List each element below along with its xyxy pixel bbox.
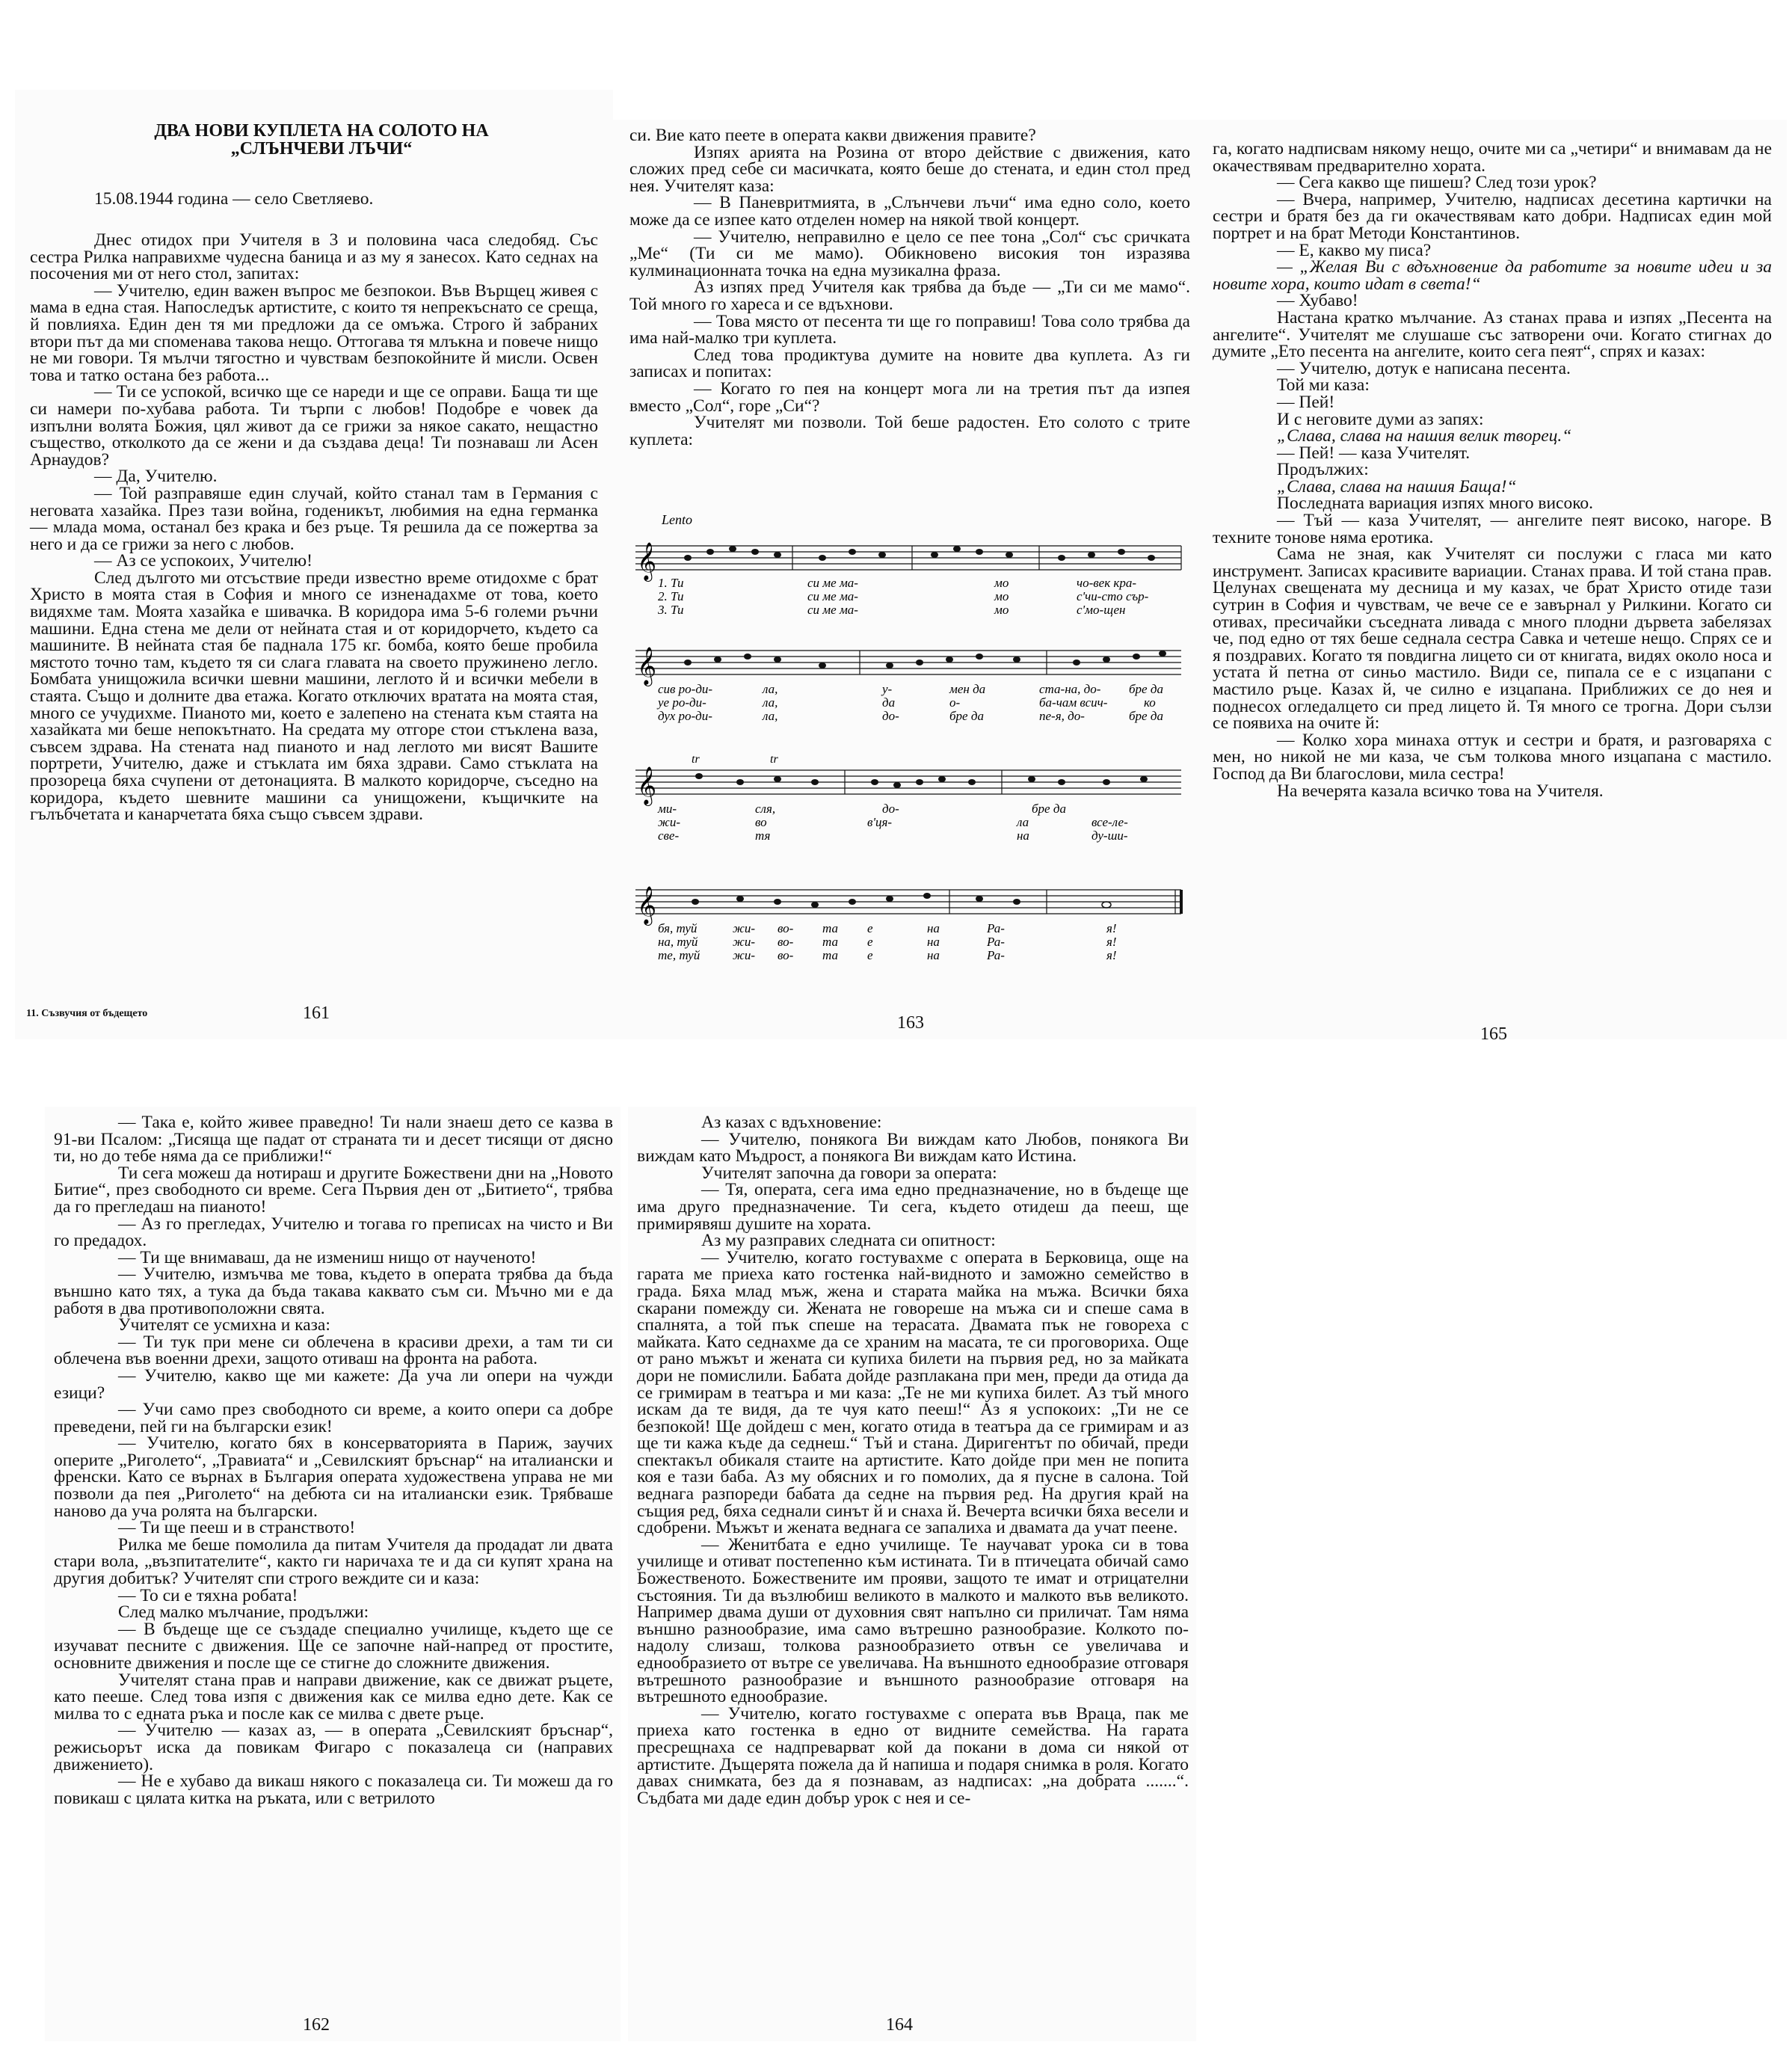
paragraph: Аз изпях пред Учителя как трябва да бъде — „Ти си ме мамо“. Той много го хареса и се вдъхнови. xyxy=(629,277,1190,314)
paragraph: — Учителю — казах аз, — в операта „Севилският бръснар“, режисьорът иска да повикам Фигаро с показалеца си (направих движението). xyxy=(54,1721,613,1774)
paragraph: Продължих: xyxy=(1277,460,1369,480)
notes-row-2 xyxy=(684,651,1166,668)
lyric: ко xyxy=(1144,695,1156,710)
lyric: на xyxy=(1017,828,1029,843)
paragraph: — Е, какво му писа? xyxy=(1277,240,1432,260)
page-161 xyxy=(15,90,613,1039)
lyric: ми- xyxy=(658,802,677,816)
lyric: жи- xyxy=(658,815,680,829)
chapter-title-line2: „СЛЪНЧЕВИ ЛЪЧИ“ xyxy=(230,139,413,159)
lyric: жи- xyxy=(733,948,755,962)
paragraph: Сама не зная, как Учителят си послужи с гласа ми като инструмент. Записах красивите вариации. Станах права. И той стана прав. Целунах свещената му десница и му казах, че брат Христо отиде тази сутрин в София и чувствам, че вече се е завърнал у Рилкини. Когато си отивах, пресичайки съседната ливада с много плодни дървета забелязах че, под едно от тях беше седнала сестра Савка и четеше нещо. Спрях се и я поздравих. Когато тя повдигна лицето си от книгата, видях около носа и устата й петна от синьо мастило. Види се, пипала се е с изцапани с мастило ръце. Казах й, че силно е изцапана. Приближих се до нея и поднесох огледалцето си пред лицето й. Тя много се трогна. Дори сълзи се появиха на очите й: xyxy=(1213,544,1772,734)
paragraph: След малко мълчание, продължи: xyxy=(118,1602,369,1623)
treble-clef-icon: 𝄞 xyxy=(637,887,657,923)
paragraph: га, когато надписвам някому нещо, очите ми са „четири“ и внимавам да не окачествявам предварително хората. xyxy=(1213,139,1772,176)
paragraph: Изпях арията на Розина от второ действие с движения, като сложих пред себе си масичката, която беше до стената, и един стол пред нея. Учителят каза: xyxy=(629,142,1190,196)
lyric: на xyxy=(927,935,940,949)
lyric: е xyxy=(867,948,873,962)
treble-clef-icon: 𝄞 xyxy=(637,648,657,684)
paragraph: — Женитбата е едно училище. Те научават урока си в това училище и отиват постепенно към истината. Ти в птичецата обичай само Божественото. Божествените им прояви, защото те имат и отрицателни състояния. Ти да възлюбиш великото в малкото и малкото във великото. Например двама души от духовния свят напълно си приличат. Там няма външно разнообразие, има само вътрешно разнообразие. Колкото по-надолу слизаш, толкова разнообразието отвън се увеличава и еднообразието от вътре се увеличава. На външното еднообразие отговаря вътрешното разнообразие и външното разнообразие отговаря на вътрешното еднообразие. xyxy=(637,1534,1189,1707)
lyric: те, туй xyxy=(658,948,701,962)
paragraph: Учителят стана прав и направи движение, как се движат ръцете, като пееше. След това изпя с движения как се милва едно дете. Как се милва то с едната ръка и после как се милва с двете ръце. xyxy=(54,1670,613,1724)
staff-2 xyxy=(635,651,1181,674)
paragraph: — Учителю, неправилно е цело се пее тона „Сол“ със сричката „Ме“ (Ти си ме мамо). Обикновено високия тон изразява кулминационната точка на една музикална фраза. xyxy=(629,227,1190,280)
paragraph: — „Желая Ви с вдъхновение да работите за новите идеи и за новите хора, които идат в света!“ xyxy=(1213,257,1772,294)
lyric: ду-ши- xyxy=(1091,828,1128,843)
paragraph: — Ти ще внимаваш, да не измениш нищо от наученото! xyxy=(118,1247,537,1267)
paragraph: — Тъй — каза Учителят, — ангелите пеят високо, нагоре. В техните тонове няма еротика. xyxy=(1213,511,1772,547)
page-164 xyxy=(628,1107,1196,2041)
paragraph: И с неговите думи аз запях: xyxy=(1277,409,1484,429)
paragraph: — Той разправяше един случай, който станал там в Германия с неговата хазайка. През тази война, годеникът, любимия на една германка — млада мома, останал без крака и без ръце. Тя решила да се пожертва за него и да се грижи за него с любов. xyxy=(30,483,598,554)
lyric: я! xyxy=(1106,948,1117,962)
page-number: 163 xyxy=(897,1013,924,1033)
notes-row-4 xyxy=(692,893,1111,908)
lyrics-row-3 xyxy=(657,802,1128,843)
staff-4 xyxy=(635,890,1181,914)
lyric: мо xyxy=(994,589,1009,603)
lyric: ла, xyxy=(763,682,778,696)
page-164-body xyxy=(637,1114,1189,1807)
lyric: до- xyxy=(882,709,899,723)
treble-clef-icon: 𝄞 xyxy=(637,543,657,579)
paragraph: — Учителю, когато гостувахме с операта в Берковица, още на гарата ме приеха като гостенка най-видното и заможно семейство в града. Бяха млад мъж, жена и старата майка на мъжа. Всички бяха скарани помежду си. Жената не говореше на мъжа си и спеше сама в спалнята, а той пък спеше на терасата. Двамата пък не говореха с майката. Като седнахме да се храним на масата, те си проговориха. Още от рано мъжът и жената си купиха билети на първия ред, но за майката дори не помислили. Бабата дойде разплакана при мен, преди да отида да се гримирам в театъра и ми каза: „Те не ми купиха билет. Аз тъй много искам да те видя, да те чуя като пееш!“ Аз я успокоих: „Ти не се безпокой! Ще дойдеш с мен, когато отида в театъра да се гримирам и аз ще ти кажа къде да седнеш.“ Тъй и стана. Диригентът по обичай, преди спектакъл обикаля стаите на артистите. Като дойде при мен не попита коя е тази баба. Аз му обясних и го помолих, да я пусне в салона. Той веднага разпореди бабата да седне на първия ред. На другия край на същия ред, бяха седнали синът й и снаха й. Вечерта всички бяха весели и сдобрени. Мъжът и жената веднага се запалиха и двамата да учат пеене. xyxy=(637,1247,1189,1538)
treble-clef-icon: 𝄞 xyxy=(637,767,657,804)
paragraph: — Сега какво ще пишеш? След този урок? xyxy=(1277,173,1597,193)
lyric: во- xyxy=(778,935,794,949)
paragraph: — Учителю, един важен въпрос ме безпокои. Във Върщец живея с мама в една стая. Напоследък артистите, с които тя непрекъснато се среща, й повлияха. Един ден тя ми предложи да се омъжа. Строго й забраних втори път да ми споменава такова нещо. Оттогава тя млъкна и повече нищо не ми говори. Тя мълчи тягостно и чувствам безпокойните й мисли. Освен това и татко остана без работа... xyxy=(30,280,598,385)
paragraph: Той ми каза: xyxy=(1277,375,1370,396)
lyric: е xyxy=(867,935,873,949)
paragraph: След това продиктува думите на новите два куплета. Аз ги записах и попитах: xyxy=(629,345,1190,382)
lyric: 3. Ти xyxy=(658,603,684,617)
lyric: ла xyxy=(1017,815,1029,829)
paragraph: — Вчера, например, Учителю, надписах десетина картички на сестри и братя без да ги окачествявам като добри. Надписах един мой портрет и на брат Методи Константинов. xyxy=(1213,189,1772,243)
paragraph: — Колко хора минаха оттук и сестри и братя, и разговаряха с мен, но никой не ми каза, че съм толкова много изцапана с мастило. Господ да Ви благослови, мила сестра! xyxy=(1213,730,1772,784)
paragraph: — Това място от песента ти ще го поправиш! Това соло трябва да има най-малко три куплета. xyxy=(629,311,1190,348)
lyric: мен да xyxy=(949,682,986,696)
page-number: 162 xyxy=(303,2015,330,2035)
page-163-body xyxy=(629,127,1190,448)
paragraph: — Учителю, дотук е написана песента. xyxy=(1277,358,1571,378)
lyric: я! xyxy=(1106,921,1117,935)
lyric: бре да xyxy=(1129,682,1163,696)
notes-row-1 xyxy=(684,546,1155,561)
lyric: сля, xyxy=(755,802,776,816)
lyric: уе ро-ди- xyxy=(658,695,706,710)
lyric: сив ро-ди- xyxy=(658,682,713,696)
lyric: 2. Ти xyxy=(658,589,684,603)
paragraph: „Слава, слава на нашия Баща!“ xyxy=(1277,476,1517,497)
paragraph: Учителят започна да говори за операта: xyxy=(701,1163,997,1183)
page-number: 165 xyxy=(1480,1024,1507,1044)
lyrics-row-2 xyxy=(656,682,1163,723)
paragraph: — Аз го прегледах, Учителю и тогава го преписах на чисто и Ви го предадох. xyxy=(54,1214,613,1251)
lyric: Ра- xyxy=(987,935,1005,949)
page-162-body xyxy=(54,1114,613,1807)
paragraph: Аз казах с вдъхновение: xyxy=(701,1113,882,1132)
paragraph: — Учителю, какво ще ми кажете: Да уча ли опери на чужди езици? xyxy=(54,1365,613,1403)
lyric: с'чи-сто сър- xyxy=(1077,589,1149,603)
lyric: Ра- xyxy=(987,921,1005,935)
paragraph: „Слава, слава на нашия велик творец.“ xyxy=(1277,426,1572,446)
lyric: мо xyxy=(994,603,1009,617)
lyric: та xyxy=(822,921,838,935)
paragraph: — Ти ще пееш и в странството! xyxy=(118,1518,356,1538)
lyric: во- xyxy=(778,921,794,935)
lyric: бре да xyxy=(1129,709,1163,723)
paragraph: Рилка ме беше помолила да питам Учителя да продадат ли двата стари вола, „възпитателите“, както ги наричаха те и да си купят храна на другия добитък? Учителят спи строго веждите си и каза: xyxy=(54,1534,613,1589)
paragraph: Настана кратко мълчание. Аз станах права и изпях „Песента на ангелите“. Учителят ме слушаше със затворени очи. Когато стигнах до думите „Ето песента на ангелите, които сега пеят“, спрях и казах: xyxy=(1213,307,1772,362)
lyric: жи- xyxy=(733,921,755,935)
lyric: на xyxy=(927,948,940,962)
book-footer: 11. Съзвучия от бъдещето xyxy=(26,1008,148,1019)
staff-1 xyxy=(635,546,1181,570)
tempo-marking: Lento xyxy=(662,512,693,527)
paragraph: — В бъдеще ще се създаде специално училище, където ще се изучават песните с движения. Ще се започне най-напред от простите, основните движения и после ще се стигне до сложните движения. xyxy=(54,1619,613,1673)
paragraph: Ти сега можеш да нотираш и другите Божествени дни на „Новото Битие“, през свободното си време. Сега Първия ден от „Битието“, трябва да го прегледаш на пианото! xyxy=(54,1163,613,1217)
lyric: бя, туй xyxy=(658,921,698,935)
staff-3 xyxy=(635,770,1181,794)
paragraph: си. Вие като пеете в операта какви движения правите? xyxy=(629,126,1036,145)
lyric: в'ця- xyxy=(867,815,893,829)
page-number: 161 xyxy=(303,1003,330,1023)
lyric: во xyxy=(755,815,767,829)
lyrics-row-4 xyxy=(658,921,1117,962)
paragraph: — Хубаво! xyxy=(1277,291,1358,311)
lyric: чо-век кра- xyxy=(1077,576,1137,590)
paragraph: Аз му разправих следната си опитност: xyxy=(701,1231,996,1251)
lyric: ла, xyxy=(763,709,778,723)
lyric: е xyxy=(867,921,873,935)
lyric: бре да xyxy=(949,709,984,723)
paragraph: Последната вариация изпях много високо. xyxy=(1277,494,1594,514)
paragraph: — В Паневритмията, в „Слънчеви лъчи“ има едно соло, което може да се изпее като отделен номер на някой твой концерт. xyxy=(629,193,1190,230)
paragraph: — Учителю, когато бях в консерваторията в Париж, заучих оперите „Риголето“, „Травиата“ и „Севилският бръснар“ на италиански и френски. Като се върнах в България операта художествена управа не ми позволи да пея „Риголето“ на дебюта си на италиански език. Трябваше наново да уча ролята на български. xyxy=(54,1433,613,1521)
paragraph: — Не е хубаво да викаш някого с показалеца си. Ти можеш да го повикаш с цялата китка на ръката, или с ветрилото xyxy=(54,1771,613,1808)
page-165-body xyxy=(1213,141,1772,799)
lyric: на xyxy=(927,921,940,935)
paragraph: — Тя, операта, сега има едно предназначение, но в бъдеще ще има друго предназначение. Ти сега, където отидеш да пееш, ще примирявяш душите на хората. xyxy=(637,1180,1189,1234)
paragraph: — Пей! — каза Учителят. xyxy=(1277,443,1471,463)
lyric: я! xyxy=(1106,935,1117,949)
paragraph: Днес отидох при Учителя в 3 и половина часа следобяд. Със сестра Рилка направихме чудесна баница и аз му я занесох. Като седнах на посочения ми от него стол, запитах: xyxy=(30,230,598,284)
lyric: си ме ма- xyxy=(807,576,858,590)
lyric: бре да xyxy=(1032,802,1066,816)
paragraph: — Аз се успокоих, Учителю! xyxy=(94,551,312,571)
lyric: све- xyxy=(658,828,680,843)
lyric: дух ро-ди- xyxy=(658,709,712,723)
trill-marking: tr xyxy=(770,753,778,766)
paragraph: Учителят се усмихна и каза: xyxy=(118,1315,330,1335)
lyric: на, туй xyxy=(658,935,698,949)
paragraph: — Да, Учителю. xyxy=(94,467,218,487)
paragraph: — Така е, който живее праведно! Ти нали знаеш дето се казва в 91-ви Псалом: „Тисяща ще падат от страната ти и десет тисящи от дясно ти, но до тебе няма да се приближи!“ xyxy=(54,1113,613,1166)
paragraph: — Учителю, измъчва ме това, където в операта трябва да бъда външно като тях, а тука да бъда такава каквато съм си. Мъчно ми е да работя в два противоположни свята. xyxy=(54,1264,613,1318)
lyric: си ме ма- xyxy=(807,603,858,617)
paragraph: — Ти тук при мене си облечена в красиви дрехи, а там ти си облечена във военни дрехи, защото отиваш на фронта на работа. xyxy=(54,1332,613,1369)
dateline xyxy=(30,191,598,208)
lyric: та xyxy=(822,935,838,949)
trill-marking: tr xyxy=(692,753,700,766)
lyric: Ра- xyxy=(987,948,1005,962)
paragraph: — Ти се успокой, всичко ще се нареди и ще се оправи. Баща ти ще си намери по-хубава работа. Ти търпи с любов! Подобре е човек да изпълни волята Божия, цял живот да се грижи за някое сакато, нещастно същество, отколкото да се жени и да създава деца! Ти познаваш ли Асен Арнаудов? xyxy=(30,382,598,470)
notes-row-3 xyxy=(695,773,1148,788)
lyric: си ме ма- xyxy=(807,589,858,603)
page-161-body xyxy=(30,232,598,823)
paragraph: — Пей! xyxy=(1277,392,1335,412)
paragraph: — Учи само през свободното си време, а които опери са добре преведени, пей ги на български език! xyxy=(54,1400,613,1436)
lyric: во- xyxy=(778,948,794,962)
paragraph: — То си е тяхна робата! xyxy=(118,1585,298,1605)
lyric: та xyxy=(822,948,838,962)
paragraph: — Учителю, понякога Ви виждам като Любов, понякога Ви виждам като Мъдрост, а понякога Ви виждам като Истина. xyxy=(637,1129,1189,1166)
lyric: жи- xyxy=(733,935,755,949)
page-162 xyxy=(45,1107,621,2041)
paragraph: — Когато го пея на концерт мога ли на третия път да изпея вместо „Сол“, горе „Си“? xyxy=(629,378,1190,416)
lyric: пе-я, до- xyxy=(1039,709,1085,723)
lyric: до- xyxy=(882,802,899,816)
paragraph: — Учителю, когато гостувахме с операта във Враца, пак ме приеха като гостенка в едно от видните семейства. На гарата пресрещнаха се надпреварват кой да покани в дома си някой от артистите. Дъщерята пожела да й напиша и подаря снимка в роля. Когато давах снимката, без да я познавам, аз надписах: „на добрата .......“. Съдбата ми даде един добър урок с нея и се- xyxy=(637,1703,1189,1808)
music-score xyxy=(628,512,1196,1021)
lyric: все-ле- xyxy=(1091,815,1128,829)
page-number: 164 xyxy=(886,2015,913,2035)
dateline-text: 15.08.1944 година — село Светляево. xyxy=(94,189,374,209)
chapter-title-line1: ДВА НОВИ КУПЛЕТА НА СОЛОТО НА xyxy=(154,121,489,141)
page-163 xyxy=(613,120,1204,1039)
lyric: мо xyxy=(994,576,1009,590)
lyric: у- xyxy=(882,682,893,696)
paragraph: След дългото ми отсъствие преди известно време отидохме с брат Христо в моята стая в София и много се изненадахме от това, което видяхме там. Моята хазайка е шивачка. В коридора има 5-6 големи ръчни машини. Една стена ме дели от нейната стая и от коридорчето, където са машините. В нейната стая бе паднала 175 кг. бомба, която беше пробила мястото точно там, където тя си слага главата на своето пружинено легло. Бомбата унищожила всички шевни машини, леглото й и всички мебели в стаята. Също и долните два етажа. Когато отключих вратата на моята стая, много се учудихме. Пианото ми, което е залепено на стената към стаята на хазайката ми беше непокътнато. На средата му отгоре стои стъклена ваза, съвсем здрава. На стената над пианото и над леглото ми висят Вашите портрети, Учителю, даже и стъклата им бяха здрави. Само стъклата на прозореца бяха счупени от детонацията. В малкото коридорче, съседно на коридора, където шевните машини са унищожени, къщичките на гълъбчетата и канарчетата бяха също съвсем здрави. xyxy=(30,568,598,825)
lyrics-row-1 xyxy=(657,576,1149,617)
lyric: да xyxy=(882,695,896,710)
lyric: тя xyxy=(755,828,771,843)
lyric: ла, xyxy=(763,695,778,710)
lyric: с'мо-щен xyxy=(1077,603,1126,617)
lyric: ста-на, до- xyxy=(1039,682,1101,696)
lyric: о- xyxy=(949,695,961,710)
page-165 xyxy=(1204,120,1787,1044)
paragraph: Учителят ми позволи. Той беше радостен. Ето солото с трите куплета: xyxy=(629,413,1190,449)
lyric: 1. Ти xyxy=(658,576,684,590)
lyric: ба-чам всич- xyxy=(1039,695,1108,710)
paragraph: На вечерята казала всичко това на Учителя. xyxy=(1277,781,1604,801)
